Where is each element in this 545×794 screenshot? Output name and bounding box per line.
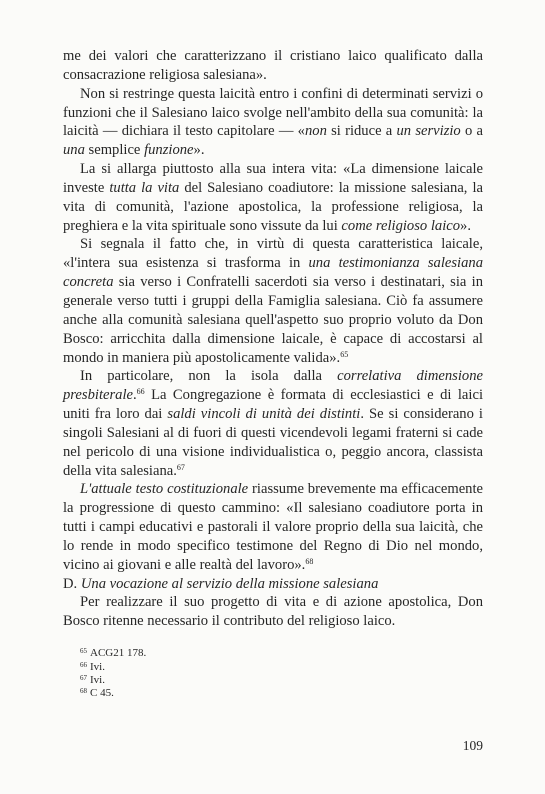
footnote-text: ACG21 178.	[90, 647, 147, 660]
text-run: sia verso i Confratelli sacerdoti sia verso i destinatari, sia in generale verso tutti i gruppi della Famiglia salesiana. Ciò fa assumere anche alla comunità salesiana quell'aspetto suo proprio voluto da Don Bosco: arricchita dalla dimensione laicale, è capace di accostarsi al mondo in maniera più apostolicamente valida».	[63, 274, 483, 366]
footnote-number: 66	[80, 660, 87, 669]
footnote-number: 67	[80, 673, 87, 682]
text-run: La Congregazione è formata di ecclesiastici e di laici uniti fra loro dai	[63, 387, 483, 423]
footnote-text: C 45.	[90, 687, 114, 700]
italic-text: correlativa dimensione presbiterale	[63, 368, 483, 404]
text-run: riassume brevemente ma efficacemente la progressione di questo cammino: «Il salesiano coadiutore porta in tutti i campi educativi e pastorali il valore proprio della sua laicità, che lo rende in modo specifico testimone del Regno di Dio nel mondo, vicino ai giovani e alle realtà del lavoro».	[63, 481, 484, 573]
body-paragraph	[63, 160, 483, 235]
italic-text: tutta la vita	[109, 179, 180, 196]
text-run: . Se si considerano i singoli Salesiani al di fuori di questi vicendevoli legami fraterni si cade nel pericolo di una visione individualistica o, peggio ancora, classista della vita salesiana.	[63, 406, 483, 479]
text-run: del Salesiano coadiutore: la missione salesiana, la vita di comunità, l'azione apostolica, la professione religiosa, la preghiera e la vita spirituale sono vissute da lui	[63, 179, 483, 234]
footnote-65	[80, 647, 483, 660]
body-paragraph	[63, 480, 483, 574]
footnote-reference: 67	[176, 462, 185, 472]
footnote-number: 68	[80, 687, 87, 696]
footnotes	[63, 647, 483, 701]
footnote-text: Ivi.	[90, 660, 105, 673]
text-run: .	[132, 387, 137, 404]
text-run: In particolare, non la isola dalla	[80, 368, 338, 385]
footnote-67	[80, 674, 483, 687]
italic-text: saldi vincoli di unità dei distinti	[167, 406, 361, 423]
page-number: 109	[462, 738, 483, 753]
body-paragraph	[63, 235, 483, 367]
footnote-66	[80, 661, 483, 674]
main-paragraphs	[63, 47, 483, 575]
body-paragraph	[63, 47, 483, 85]
body-paragraph	[63, 85, 483, 160]
text-run: La si allarga piuttosto alla sua intera vita: «La dimensione laicale investe	[63, 161, 483, 196]
footnote-number: 65	[80, 647, 87, 656]
footnote-reference: 65	[340, 349, 349, 359]
text-run: Si segnala il fatto che, in virtù di questa caratteristica laicale, «l'intera sua esistenza si trasforma in	[63, 236, 483, 272]
italic-text: funzione	[144, 142, 194, 159]
section-heading	[63, 575, 483, 594]
italic-text: una	[63, 142, 85, 159]
footnote-text: Ivi.	[90, 673, 105, 686]
text-run: ».	[460, 217, 471, 234]
footnote-68	[80, 687, 483, 700]
body-paragraph	[63, 367, 483, 480]
italic-text: un servizio	[396, 123, 461, 140]
italic-text: L'attuale testo costituzionale	[80, 481, 249, 498]
section-title: Una vocazione al servizio della missione salesiana	[80, 575, 379, 592]
italic-text: non	[304, 123, 327, 140]
text-run: ».	[193, 142, 205, 159]
footnote-reference: 68	[305, 556, 314, 566]
text-run: si riduce a	[326, 123, 397, 140]
closing-paragraph: Per realizzare il suo progetto di vita e di azione apostolica, Don Bosco ritenne necessario il contributo del religioso laico.	[63, 594, 483, 630]
page-body	[63, 47, 483, 701]
text-run: semplice	[84, 142, 145, 159]
text-run: o a	[460, 123, 483, 140]
footnote-reference: 66	[136, 387, 145, 397]
section-letter: D.	[63, 575, 78, 592]
text-run: Non si restringe questa laicità entro i confini di determinati servizi o funzioni che il Salesiano laico svolge nell'ambito della sua comunità: la laicità — dichiara il testo capitolare — «	[63, 85, 483, 140]
italic-text: una testimonianza salesiana concreta	[63, 255, 483, 291]
italic-text: come religioso laico	[341, 217, 461, 234]
text-run: me dei valori che caratterizzano il cristiano laico qualificato dalla consacrazione religiosa salesiana».	[63, 48, 483, 83]
